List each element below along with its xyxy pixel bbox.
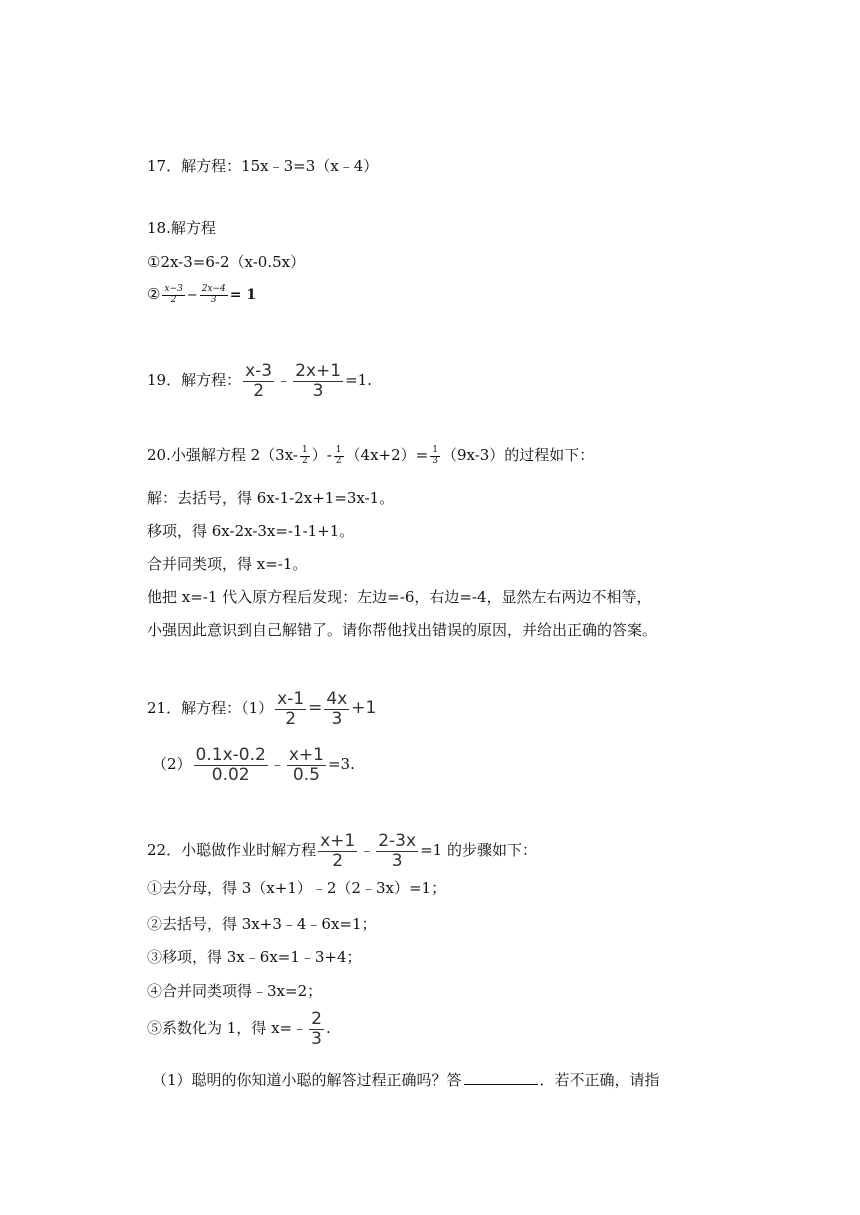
question-18-title: 18.解方程 [147,219,216,237]
fraction: $\frac{x-1}{2}$ [277,689,305,729]
question-20-step-1: 解：去括号，得 6x-1-2x+1=3x-1。 [147,489,395,507]
fraction: $\frac{1}{2}$ [301,444,308,466]
question-22-step-2: ②去括号，得 3x+3﹣4﹣6x=1； [147,915,377,933]
question-17 [147,156,378,176]
question-22-step-1: ①去分母，得 3（x+1）﹣2（2﹣3x）=1； [147,879,447,897]
fraction: $\frac{1}{2}$ [335,444,342,466]
question-20-step-2: 移项，得 6x-2x-3x=-1-1+1。 [147,522,355,540]
question-18-part-2: ② $\frac{x-3}{2}$ − $\frac{2x-4}{3}$ = 1 [147,283,257,305]
fraction: $\frac{2-3x}{3}$ [378,831,417,871]
fraction: $\frac{2}{3}$ [311,1009,322,1049]
question-22-step-3: ③移项，得 3x﹣6x=1﹣3+4； [147,948,362,966]
question-17-text: 17．解方程：15x﹣3=3（x﹣4） [147,157,379,175]
question-19: 19．解方程： $\frac{x-3}{2}$ ﹣ $\frac{2x+1}{3}$ =1. [147,361,372,401]
question-20-step-3: 合并同类项，得 x=-1。 [147,555,308,573]
question-20-step-4: 他把 x=-1 代入原方程后发现：左边=-6，右边=-4，显然左右两边不相等， [147,588,652,606]
question-20-stem: 20.小强解方程 2（3x- $\frac{1}{2}$ ）- $\frac{1}{2}$ （4x+2）= $\frac{1}{3}$ （9x-3）的过程如下： [147,444,595,466]
question-20-step-5: 小强因此意识到自己解错了。请你帮他找出错误的原因，并给出正确的答案。 [147,621,658,639]
fraction: $\frac{x-3}{2}$ [245,361,273,401]
fraction: $\frac{x-3}{2}$ [164,283,183,305]
question-22-sub-1: （1）聪明的你知道小聪的解答过程正确吗？答 ．若不正确，请指 [152,1071,660,1089]
question-22-step-5: ⑤系数化为 1，得 x=﹣ $\frac{2}{3}$ . [147,1009,331,1049]
fraction: $\frac{2x-4}{3}$ [201,283,226,305]
answer-blank[interactable] [464,1070,538,1085]
question-18-part-1: ①2x-3=6-2（x-0.5x） [147,253,306,271]
fraction: $\frac{4x}{3}$ [326,689,348,729]
fraction: $\frac{1}{3}$ [432,444,438,466]
question-22-stem: 22．小聪做作业时解方程 $\frac{x+1}{2}$ ﹣ $\frac{2-3x}{3}$ =1 的步骤如下： [147,831,537,871]
fraction: $\frac{x+1}{0.5}$ [288,745,324,785]
fraction: $\frac{2x+1}{3}$ [295,361,342,401]
fraction: $\frac{x+1}{2}$ [320,831,356,871]
question-21-part-1: 21．解方程：（1） $\frac{x-1}{2}$ = $\frac{4x}{3}$ +1 [147,689,377,729]
fraction: $\frac{0.1x-0.2}{0.02}$ [195,745,266,785]
question-21-part-2: （2） $\frac{0.1x-0.2}{0.02}$ ﹣ $\frac{x+1}{0.5}$ =3. [152,745,355,785]
question-22-step-4: ④合并同类项得﹣3x=2； [147,982,323,1000]
